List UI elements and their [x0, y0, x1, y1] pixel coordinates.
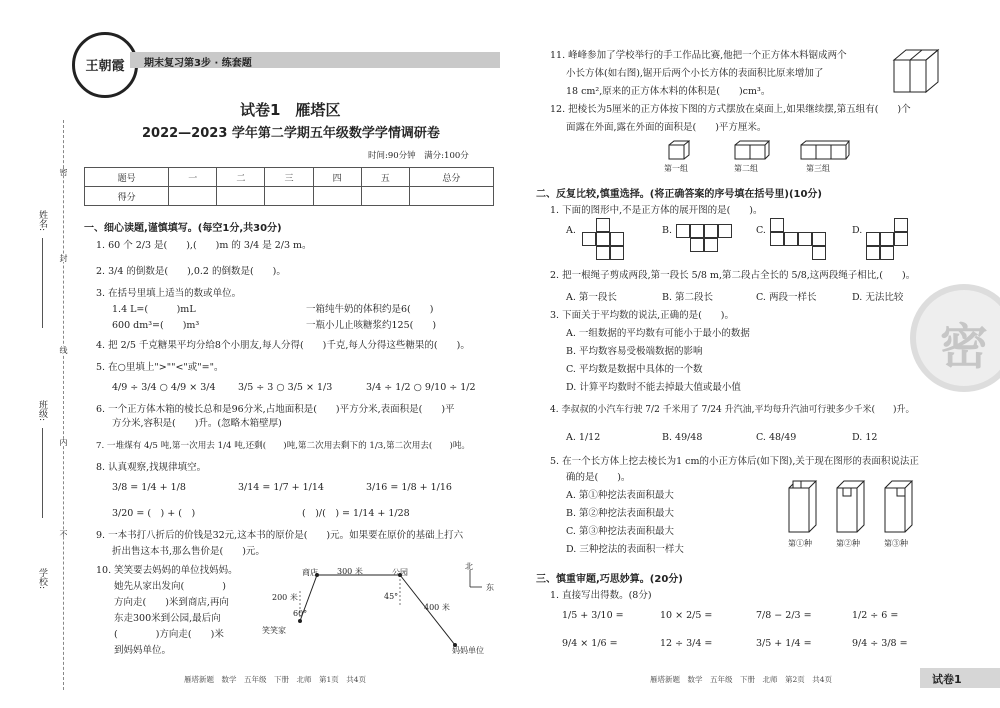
paper-tag [920, 668, 1000, 688]
question-3a: 1.4 L=( )mL [112, 304, 196, 315]
cube-group-1 [668, 140, 690, 160]
map-angle-2: 45° [384, 592, 399, 601]
cuboid-shape-2 [836, 480, 866, 534]
school-label: 学校: [37, 568, 47, 590]
question-9b: 折出售这本书,那么售价是( )元。 [112, 546, 265, 557]
question-8a: 3/8 = 1/4 + 1/8 [112, 482, 186, 493]
map-distance-1: 300 米 [337, 567, 363, 576]
question-8c: 3/16 = 1/8 + 1/16 [366, 482, 452, 493]
score-cell: 得分 [85, 187, 169, 206]
question-5c: 3/4 ÷ 1/2 ○ 9/10 ÷ 1/2 [366, 382, 476, 393]
choice-3-option-c: C. 平均数是数据中具体的一个数 [566, 364, 703, 375]
section-2-heading: 二、反复比较,慎重选择。(将正确答案的序号填在括号里)(10分) [536, 189, 822, 200]
section-3-heading: 三、慎重审题,巧思妙算。(20分) [536, 574, 683, 585]
seal-char: 内 [59, 438, 68, 446]
question-8d: 3/20 = ( ) + ( ) [112, 508, 196, 519]
choice-2-option-c: C. 两段一样长 [756, 292, 817, 303]
paper-tag-text: 试卷1 [932, 673, 962, 686]
choice-3-option-b: B. 平均数容易受极端数据的影响 [566, 346, 703, 357]
question-4: 4. 把 2/5 千克糖果平均分给8个小朋友,每人分得( )千克,每人分得这些糖果的( )。 [96, 340, 470, 351]
question-5b: 3/5 ÷ 3 ○ 3/5 × 1/3 [238, 382, 333, 393]
choice-2-option-b: B. 第二段长 [662, 292, 714, 303]
question-3: 3. 在括号里填上适当的数或单位。 [96, 288, 242, 299]
question-3b: 一箱纯牛奶的体积约是6( ) [306, 304, 434, 315]
brand-logo [72, 32, 138, 98]
score-row-values [85, 187, 494, 206]
score-input[interactable] [361, 187, 409, 206]
name-line [42, 238, 43, 328]
shape-label-2: 第②种 [836, 539, 860, 548]
choice-1-option-c: C. [756, 225, 766, 236]
paper-title: 试卷1 雁塔区 [240, 101, 341, 119]
score-input[interactable] [169, 187, 217, 206]
shape-label-3: 第③种 [884, 539, 908, 548]
map-work: 妈妈单位 [452, 646, 484, 655]
paper-subtitle: 2022—2023 学年第二学期五年级数学学情调研卷 [142, 126, 440, 141]
banner [130, 52, 500, 68]
choice-5: 5. 在一个长方体上挖去棱长为1 cm的小正方体后(如下图),关于现在图形的表面积说法正 [550, 456, 919, 467]
score-input[interactable] [409, 187, 493, 206]
calc-item: 9/4 × 1/6 = [562, 638, 618, 649]
calc-instruction: 1. 直接写出得数。(8分) [550, 590, 652, 601]
calc-item: 12 ÷ 3/4 = [660, 638, 713, 649]
question-12: 12. 把棱长为5厘米的正方体按下图的方式摆放在桌面上,如果继续摆,第五组有( )个 [550, 104, 911, 115]
compass-north: 北 [465, 562, 473, 571]
right-page [500, 0, 1000, 708]
question-12b: 面露在外面,露在外面的面积是( )平方厘米。 [566, 122, 767, 133]
net-a [582, 218, 642, 262]
score-row-header [85, 168, 494, 187]
class-label: 班级: [37, 400, 47, 422]
question-10d: ( )方向走( )米 [114, 629, 224, 640]
net-c [770, 218, 842, 262]
score-cell: 总分 [409, 168, 493, 187]
choice-2-option-d: D. 无法比较 [852, 292, 904, 303]
group-label-1: 第一组 [664, 164, 688, 173]
choice-1-option-d: D. [852, 225, 863, 236]
choice-4-option-a: A. 1/12 [566, 432, 601, 443]
choice-5b: 确的是( )。 [566, 472, 631, 483]
question-1: 1. 60 个 2/3 是( ),( )m 的 3/4 是 2/3 m。 [96, 240, 312, 251]
seal-char: 封 [59, 254, 68, 262]
score-input[interactable] [217, 187, 265, 206]
question-11b: 小长方体(如右图),锯开后两个小长方体的表面积比原来增加了 [566, 68, 824, 79]
choice-4-option-c: C. 48/49 [756, 432, 797, 443]
map-distance-3: 400 米 [424, 603, 450, 612]
question-10b: 方向走( )米到商店,再向 [114, 597, 229, 608]
calc-item: 9/4 ÷ 3/8 = [852, 638, 908, 649]
choice-2: 2. 把一根绳子剪成两段,第一段长 5/8 m,第二段占全长的 5/8,这两段绳子相比,( )。 [550, 270, 916, 281]
net-d [866, 218, 926, 262]
calc-item: 7/8 − 2/3 = [756, 610, 812, 621]
score-cell: 二 [217, 168, 265, 187]
score-cell: 四 [313, 168, 361, 187]
shape-label-1: 第①种 [788, 539, 812, 548]
choice-3: 3. 下面关于平均数的说法,正确的是( )。 [550, 310, 735, 321]
question-10: 10. 笑笑要去妈妈的单位找妈妈。 [96, 565, 238, 576]
calc-item: 10 × 2/5 = [660, 610, 713, 621]
logo-text: 王朝霞 [85, 59, 125, 74]
map-home: 笑笑家 [262, 626, 286, 635]
time-info: 时间:90分钟 满分:100分 [368, 151, 469, 161]
choice-5-option-c: C. 第③种挖法表面积最大 [566, 526, 674, 537]
question-8e: ( )/( ) = 1/14 + 1/28 [302, 508, 410, 519]
group-label-2: 第二组 [734, 164, 758, 173]
seal-char: 线 [59, 346, 68, 354]
cuboid-shape-1 [788, 480, 818, 534]
question-10a: 她先从家出发向( ) [114, 581, 226, 592]
map-shop: 商店 [302, 568, 318, 577]
question-11: 11. 峰峰参加了学校举行的手工作品比赛,他把一个正方体木料锯成两个 [550, 50, 847, 61]
seal-char: 不 [59, 530, 68, 538]
choice-1: 1. 下面的图形中,不是正方体的展开图的是( )。 [550, 205, 763, 216]
seal-char: 密 [59, 168, 68, 176]
question-2: 2. 3/4 的倒数是( ),0.2 的倒数是( )。 [96, 266, 286, 277]
choice-4-option-d: D. 12 [852, 432, 878, 443]
cube-group-3 [800, 140, 850, 160]
question-10c: 东走300米到公园,最后向 [114, 613, 221, 624]
question-5a: 4/9 ÷ 3/4 ○ 4/9 × 3/4 [112, 382, 216, 393]
map-park: 公园 [392, 568, 408, 577]
map-angle-1: 60° [293, 609, 308, 618]
net-b [676, 224, 736, 254]
calc-item: 1/5 + 3/10 = [562, 610, 624, 621]
choice-2-option-a: A. 第一段长 [566, 292, 617, 303]
choice-5-option-b: B. 第②种挖法表面积最大 [566, 508, 675, 519]
question-3c: 600 dm³=( )m³ [112, 320, 200, 331]
watermark-text: 密 [939, 319, 988, 375]
name-label: 姓名: [37, 210, 47, 232]
choice-1-option-a: A. [566, 225, 576, 236]
choice-3-option-a: A. 一组数据的平均数有可能小于最小的数据 [566, 328, 750, 339]
question-5: 5. 在○里填上">""<"或"="。 [96, 362, 224, 373]
question-7: 7. 一堆煤有 4/5 吨,第一次用去 1/4 吨,还剩( )吨,第二次用去剩下的 1/3,第二次用去( )吨。 [96, 441, 471, 451]
score-cell: 五 [361, 168, 409, 187]
seal-watermark [910, 284, 1000, 392]
right-footer: 雁塔新题 数学 五年级 下册 北师 第2页 共4页 [650, 675, 833, 684]
question-10e: 到妈妈单位。 [114, 645, 172, 656]
score-cell: 一 [169, 168, 217, 187]
question-8: 8. 认真观察,找规律填空。 [96, 462, 207, 473]
choice-1-option-b: B. [662, 225, 673, 236]
question-6b: 方分米,容积是( )升。(忽略木箱壁厚) [112, 418, 282, 429]
compass-east: 东 [486, 583, 494, 592]
choice-4: 4. 李叔叔的小汽车行驶 7/2 千米用了 7/24 升汽油,平均每升汽油可行驶多少千米( )升。 [550, 405, 915, 415]
group-label-3: 第三组 [806, 164, 830, 173]
calc-item: 3/5 + 1/4 = [756, 638, 812, 649]
cuboid-shape-3 [884, 480, 914, 534]
question-3d: 一瓶小儿止咳糖浆约125( ) [306, 320, 437, 331]
choice-4-option-b: B. 49/48 [662, 432, 703, 443]
section-1-heading: 一、细心读题,谨慎填写。(每空1分,共30分) [84, 223, 282, 234]
score-cell: 题号 [85, 168, 169, 187]
cube-split-figure [892, 48, 940, 94]
class-line [42, 428, 43, 518]
question-9: 9. 一本书打八折后的价钱是32元,这本书的原价是( )元。如果要在原价的基础上打六 [96, 530, 464, 541]
choice-3-option-d: D. 计算平均数时不能去掉最大值或最小值 [566, 382, 741, 393]
calc-item: 1/2 ÷ 6 = [852, 610, 899, 621]
question-11c: 18 cm²,原来的正方体木料的体积是( )cm³。 [566, 86, 771, 97]
map-distance-2: 200 米 [272, 593, 298, 602]
left-footer: 雁塔新题 数学 五年级 下册 北师 第1页 共4页 [184, 675, 367, 684]
score-table [84, 167, 494, 206]
choice-5-option-d: D. 三种挖法的表面积一样大 [566, 544, 684, 555]
choice-5-option-a: A. 第①种挖法表面积最大 [566, 490, 674, 501]
binding-line [63, 120, 64, 690]
score-input[interactable] [265, 187, 313, 206]
question-6: 6. 一个正方体木箱的棱长总和是96分米,占地面积是( )平方分米,表面积是( )平 [96, 404, 455, 415]
cube-group-2 [734, 140, 770, 160]
question-8b: 3/14 = 1/7 + 1/14 [238, 482, 324, 493]
banner-text: 期末复习第3步 · 练套题 [144, 58, 252, 69]
score-input[interactable] [313, 187, 361, 206]
score-cell: 三 [265, 168, 313, 187]
